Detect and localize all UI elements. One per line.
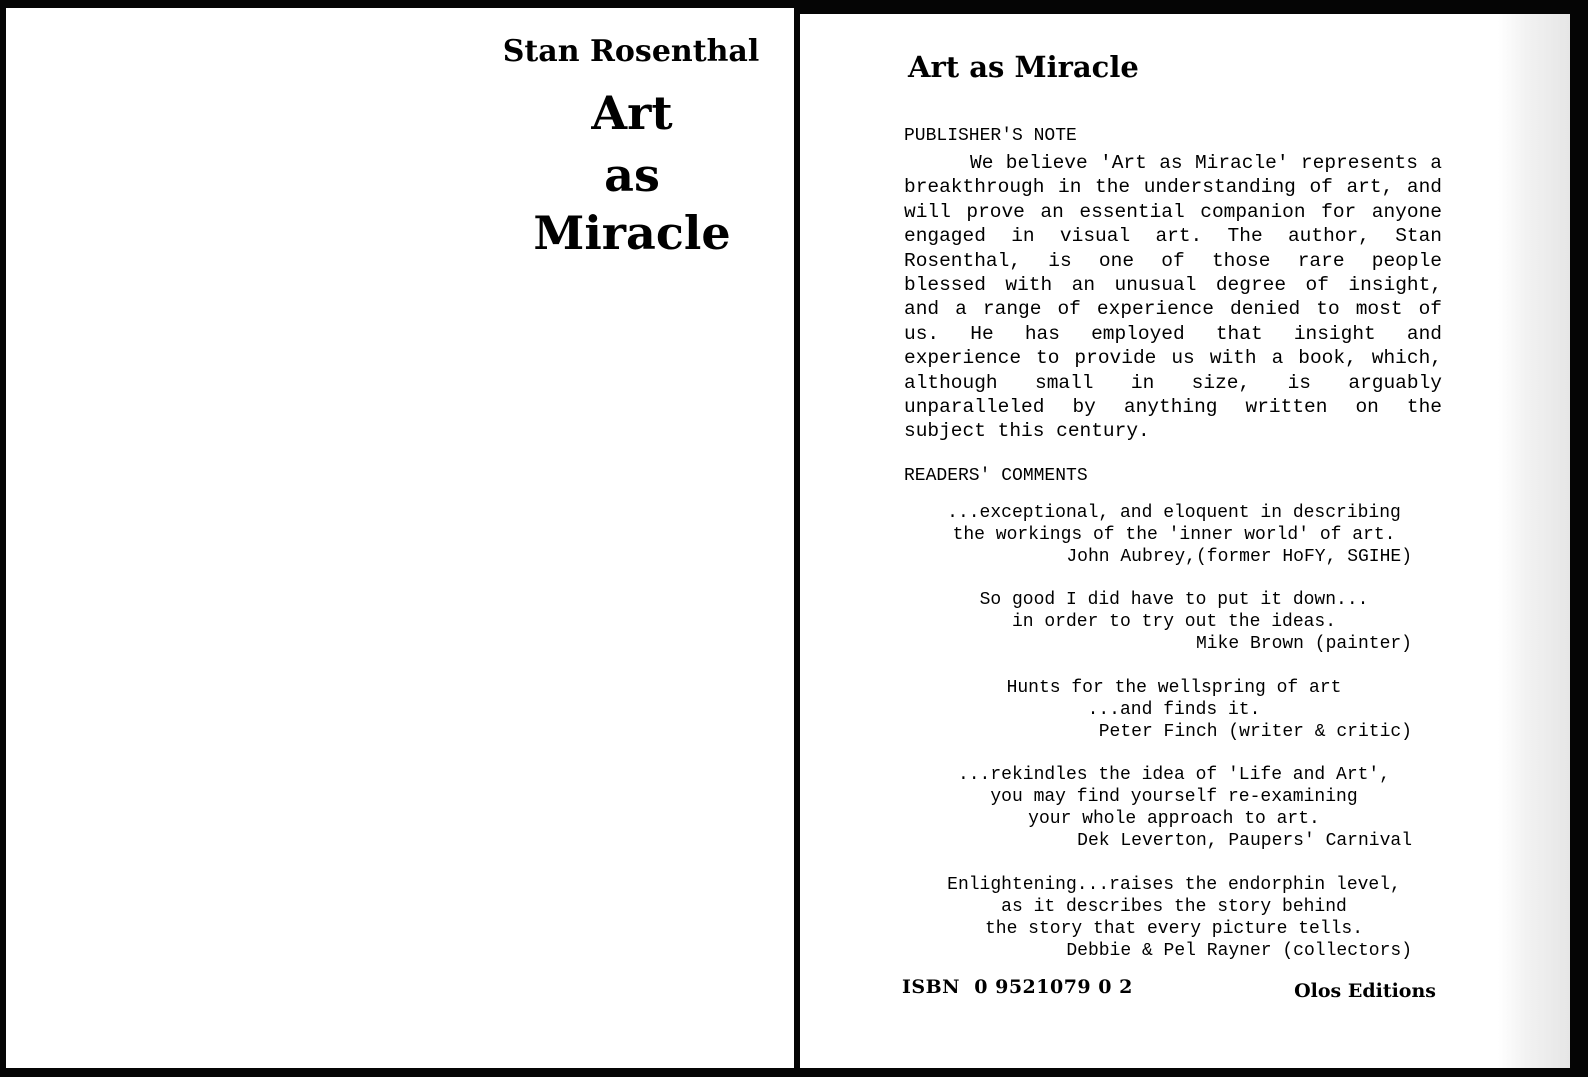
- quote-line: ...exceptional, and eloquent in describing: [947, 503, 1401, 523]
- publishers-note-body: We believe 'Art as Miracle' represents a breakthrough in the understanding of art, and will prove an essential companion for anyone engaged in visual art. The author, Stan Rosenthal, is one of those rare people blessed with an unusual degree of insight, and a range of experience denied to most of us. He has employed that insight and experience to provide us with a book, which, although small in size, is arguably unparalleled by anything written on the subject this century.: [904, 152, 1442, 443]
- reader-quote: [904, 874, 1412, 962]
- quote-line: Hunts for the wellspring of art: [1006, 678, 1342, 698]
- back-cover: [800, 14, 1570, 1068]
- publishers-note-heading: PUBLISHER'S NOTE: [904, 126, 1077, 146]
- quote-attribution: Debbie & Pel Rayner (collectors): [1066, 941, 1412, 961]
- quote-line: the story that every picture tells.: [984, 919, 1364, 939]
- publisher-name: Olos Editions: [1294, 980, 1436, 1002]
- front-title-line-1: Art: [591, 86, 673, 140]
- quote-line: So good I did have to put it down...: [979, 590, 1369, 610]
- back-cover-edge-shading: [1498, 14, 1570, 1068]
- reader-quote: [904, 502, 1412, 568]
- quote-line: you may find yourself re-examining: [990, 787, 1358, 807]
- quote-attribution: Peter Finch (writer & critic): [1098, 722, 1412, 742]
- quote-attribution: Dek Leverton, Paupers' Carnival: [1077, 831, 1412, 851]
- back-cover-title: Art as Miracle: [908, 50, 1139, 84]
- quote-line: the workings of the 'inner world' of art.: [952, 525, 1396, 545]
- front-title-line-3: Miracle: [533, 206, 731, 260]
- quote-line: your whole approach to art.: [1028, 809, 1320, 829]
- quote-attribution: John Aubrey,(former HoFY, SGIHE): [1066, 547, 1412, 567]
- quote-line: ...and finds it.: [1087, 700, 1261, 720]
- quote-line: ...rekindles the idea of 'Life and Art',: [957, 765, 1391, 785]
- front-cover: [6, 8, 794, 1068]
- reader-quote: [904, 589, 1412, 655]
- front-title-line-2: as: [604, 148, 660, 202]
- quote-line: in order to try out the ideas.: [1011, 612, 1337, 632]
- quote-line: as it describes the story behind: [1001, 897, 1347, 917]
- author-name: Stan Rosenthal: [502, 34, 760, 69]
- reader-quote: [904, 764, 1412, 852]
- isbn-number: ISBN 0 9521079 0 2: [902, 976, 1133, 998]
- quote-line: Enlightening...raises the endorphin level,: [947, 875, 1401, 895]
- quote-attribution: Mike Brown (painter): [1195, 634, 1412, 654]
- readers-comments-heading: READERS' COMMENTS: [904, 466, 1088, 486]
- reader-quote: [904, 677, 1412, 743]
